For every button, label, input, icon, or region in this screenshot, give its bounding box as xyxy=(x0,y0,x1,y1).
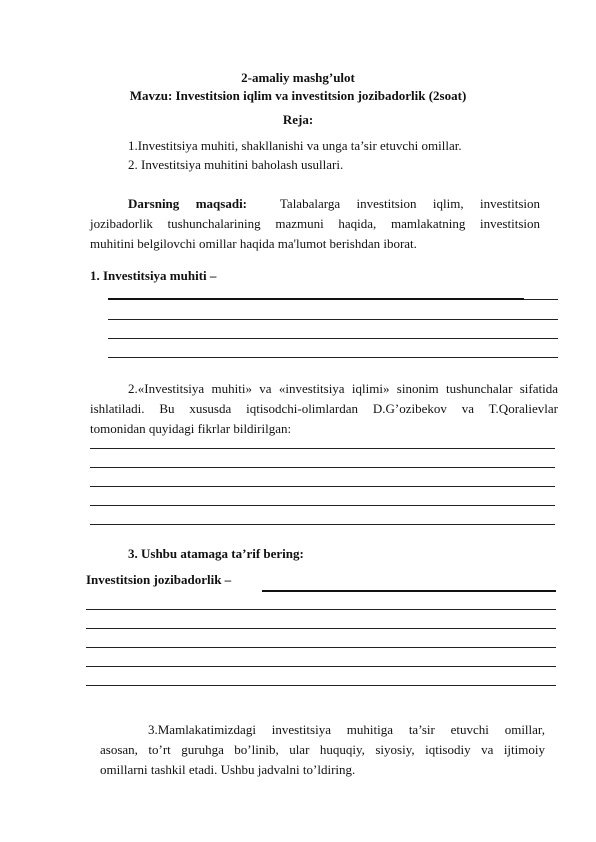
goal-label: Darsning maqsadi: xyxy=(128,196,248,211)
goal-line-3: muhitini belgilovchi omillar haqida ma'lumot berishdan iborat. xyxy=(90,236,417,251)
answer-line[interactable] xyxy=(86,685,556,686)
answer-line[interactable] xyxy=(108,319,558,320)
plan-label: Reja: xyxy=(282,112,314,127)
term-label: Investitsion jozibadorlik – xyxy=(86,572,232,587)
answer-line[interactable] xyxy=(262,590,556,592)
answer-line[interactable] xyxy=(524,299,558,300)
plan-item-2: 2. Investitsiya muhitini baholash usullari. xyxy=(128,157,344,172)
answer-line[interactable] xyxy=(86,666,556,667)
goal-line-1 xyxy=(128,196,540,212)
plan-item-1: 1.Investitsiya muhiti, shakllanishi va unga ta’sir etuvchi omillar. xyxy=(128,138,462,153)
section-1-heading: 1. Investitsiya muhiti – xyxy=(90,268,217,283)
page-title: 2-amaliy mashg’ulot xyxy=(241,70,355,85)
answer-line[interactable] xyxy=(86,647,556,648)
answer-line[interactable] xyxy=(86,609,556,610)
topic-title: Mavzu: Investitsion iqlim va investitsion jozibadorlik (2soat) xyxy=(129,88,467,103)
answer-line[interactable] xyxy=(90,505,555,506)
section-2-line-2: ishlatiladi. Bu xususda iqtisodchi-olimlardan D.G’ozibekov va T.Qoralievlar xyxy=(90,401,558,416)
answer-line[interactable] xyxy=(108,298,524,300)
answer-line[interactable] xyxy=(86,628,556,629)
section-3-heading: 3. Ushbu atamaga ta’rif bering: xyxy=(128,546,304,561)
answer-line[interactable] xyxy=(108,338,558,339)
section-2-line-3: tomonidan quyidagi fikrlar bildirilgan: xyxy=(90,421,292,436)
answer-line[interactable] xyxy=(108,357,558,358)
answer-line[interactable] xyxy=(90,524,555,525)
answer-line[interactable] xyxy=(90,448,555,449)
section-2-line-1: 2.«Investitsiya muhiti» va «investitsiya iqlimi» sinonim tushunchalar sifatida xyxy=(128,381,558,396)
goal-text-1: Talabalarga investitsion iqlim, investitsion xyxy=(279,196,540,211)
goal-line-2: jozibadorlik tushunchalarining mazmuni haqida, mamlakatning investitsion xyxy=(90,216,540,231)
section-4-line-3: omillarni tashkil etadi. Ushbu jadvalni to’ldiring. xyxy=(100,762,356,777)
section-4-line-1: 3.Mamlakatimizdagi investitsiya muhitiga ta’sir etuvchi omillar, xyxy=(148,722,545,737)
answer-line[interactable] xyxy=(90,467,555,468)
section-4-line-2: asosan, to’rt guruhga bo’linib, ular huquqiy, siyosiy, iqtisodiy va ijtimoiy xyxy=(100,742,545,757)
answer-line[interactable] xyxy=(90,486,555,487)
